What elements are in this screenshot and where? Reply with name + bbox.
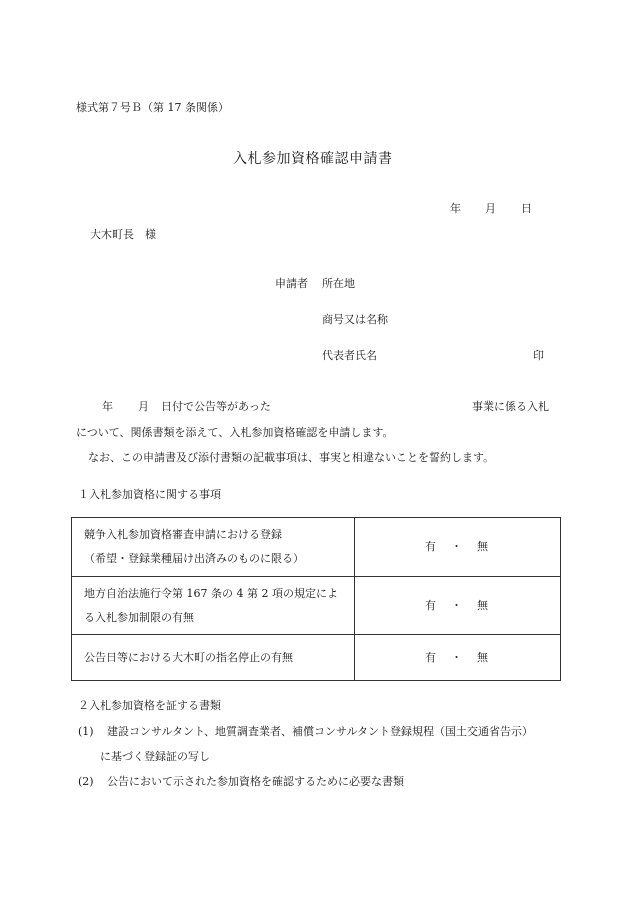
list-item-text-cont: に基づく登録証の写し [100,750,210,763]
document-title: 入札参加資格確認申請書 [233,151,393,167]
list-item-number: (1) [78,725,94,738]
seal-mark: 印 [533,349,544,362]
body-line-3: なお、この申請書及び添付書類の記載事項は、事実と相違ないことを誓約します。 [88,451,495,464]
table-row [72,518,561,577]
date-month: 月 [485,202,496,215]
table-answer-cell: 有 ・ 無 [355,518,561,577]
table-item-cell [72,518,355,577]
body-month: 月 [138,400,149,413]
section2-heading: ２入札参加資格を証する書類 [78,699,221,712]
applicant-label: 申請者 [275,277,308,290]
list-item-text: 公告において示された参加資格を確認するために必要な書類 [107,775,404,788]
qualification-table [71,517,561,681]
table-item-line2: る入札参加制限の有無 [84,610,194,624]
body-year: 年 [102,400,113,413]
body-line-2: について、関係書類を添えて、入札参加資格確認を申請します。 [76,426,394,439]
table-row [72,577,561,635]
date-year: 年 [450,202,461,215]
table-answer-cell: 有 ・ 無 [355,577,561,635]
table-item-line1: 公告日等における大木町の指名停止の有無 [84,650,293,664]
table-item-line1: 地方自治法施行令第 167 条の 4 第 2 項の規定によ [84,586,338,600]
table-answer-cell: 有 ・ 無 [355,635,561,681]
body-notice-text: 日付で公告等があった [161,400,271,413]
addressee: 大木町長 様 [90,228,156,241]
date-day: 日 [521,202,532,215]
list-item-text: 建設コンサルタント、地質調査業者、補償コンサルタント登録規程（国土交通省告示） [107,725,534,738]
table-item-cell [72,635,355,681]
list-item-number: (2) [78,775,94,788]
table-row [72,635,561,681]
applicant-address-label: 所在地 [322,277,355,290]
body-project-text: 事業に係る入札 [472,400,549,413]
table-item-line2: （希望・登録業種届け出済みのものに限る） [84,552,304,565]
section1-heading: １入札参加資格に関する事項 [78,488,221,501]
table-item-line1: 競争入札参加資格審査申請における登録 [84,528,282,541]
table-item-cell [72,577,355,635]
applicant-representative-label: 代表者氏名 [322,349,377,362]
applicant-company-label: 商号又は名称 [322,313,388,326]
form-number: 様式第７号Ｂ（第 17 条関係） [76,101,229,114]
